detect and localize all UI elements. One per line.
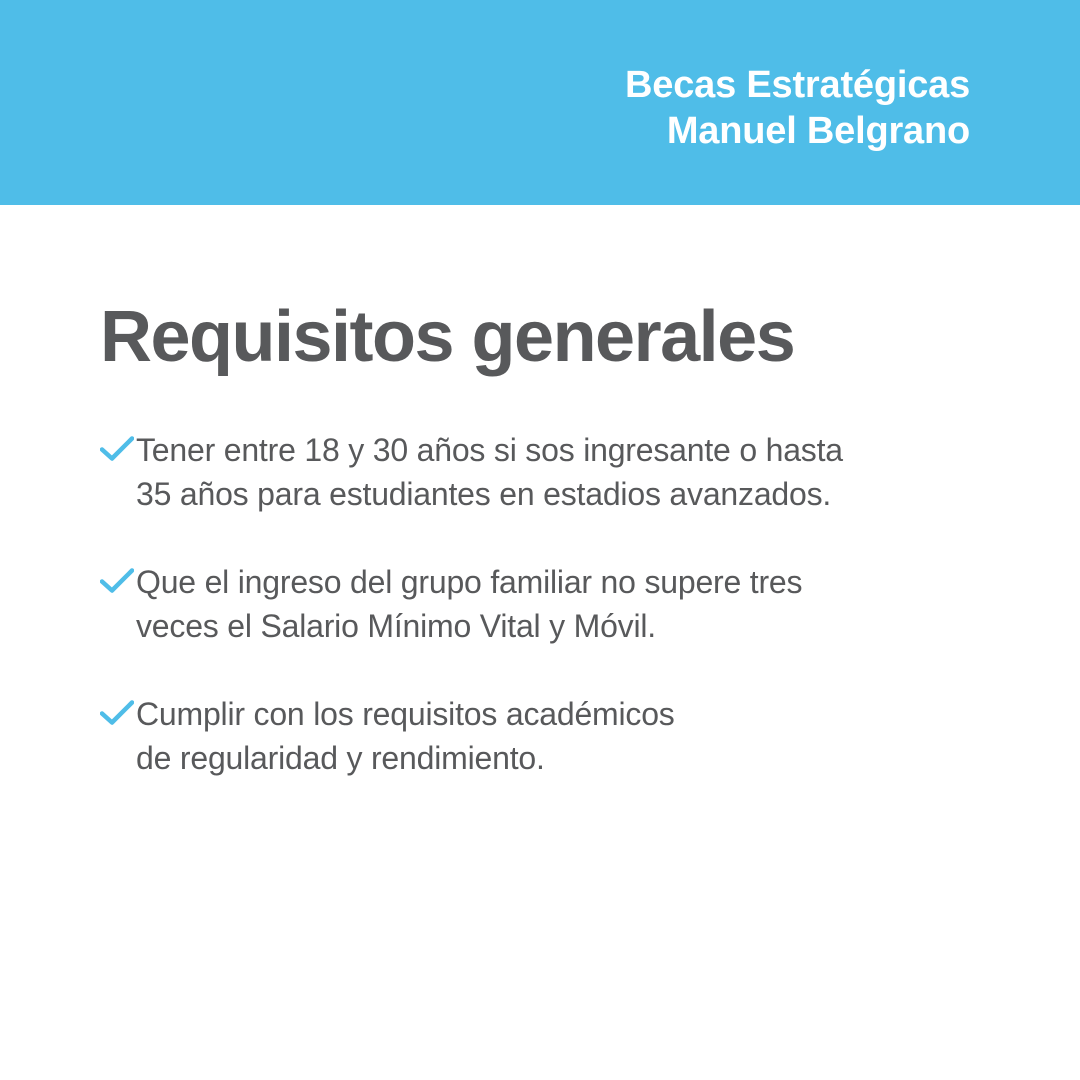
requirement-text bbox=[136, 692, 675, 780]
requirement-text-line-1: Tener entre 18 y 30 años si sos ingresante o hasta bbox=[136, 431, 843, 468]
check-icon bbox=[100, 700, 136, 726]
header-band bbox=[0, 0, 1080, 205]
list-item bbox=[100, 428, 1000, 516]
program-title-line-2: Manuel Belgrano bbox=[666, 110, 970, 153]
list-item bbox=[100, 560, 1000, 648]
requirement-text-line-2: 35 años para estudiantes en estadios avanzados. bbox=[136, 475, 832, 512]
requirement-text bbox=[136, 428, 843, 516]
requirement-text-line-1: Cumplir con los requisitos académicos bbox=[136, 696, 675, 733]
requirement-text bbox=[136, 560, 802, 648]
list-item bbox=[100, 692, 1000, 780]
content-area bbox=[100, 297, 1000, 825]
requirement-text-line-2: veces el Salario Mínimo Vital y Móvil. bbox=[136, 608, 656, 645]
requirement-text-line-1: Que el ingreso del grupo familiar no supere tres bbox=[136, 563, 803, 600]
page-title: Requisitos generales bbox=[100, 297, 795, 377]
requirement-text-line-2: de regularidad y rendimiento. bbox=[136, 740, 545, 777]
check-icon bbox=[100, 568, 136, 594]
requirements-list bbox=[100, 428, 1000, 781]
program-title bbox=[625, 62, 970, 155]
check-icon bbox=[100, 436, 136, 462]
program-title-line-1: Becas Estratégicas bbox=[625, 64, 970, 106]
